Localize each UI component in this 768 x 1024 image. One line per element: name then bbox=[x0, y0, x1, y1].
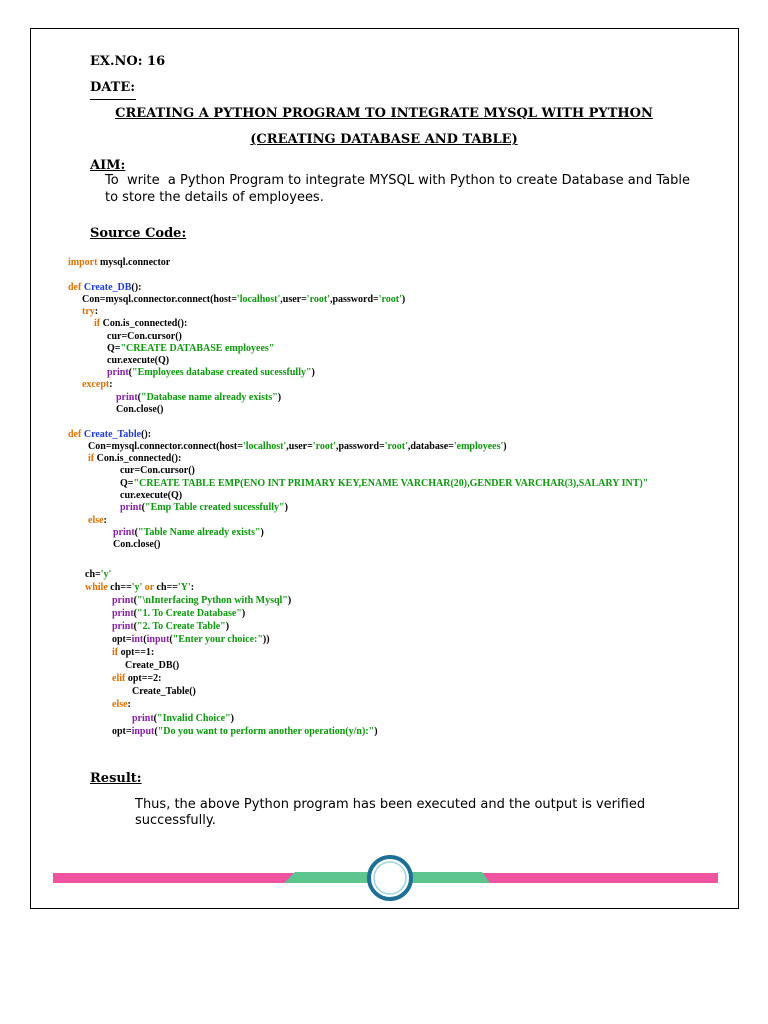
code-token: print bbox=[112, 621, 134, 632]
code-line bbox=[120, 502, 288, 514]
code-token: try bbox=[82, 306, 95, 317]
source-code-heading: Source Code: bbox=[90, 226, 187, 241]
code-token: 'root' bbox=[384, 441, 408, 452]
code-line bbox=[113, 539, 161, 551]
code-token: print bbox=[112, 595, 134, 606]
footer-pink-bar-right bbox=[482, 873, 718, 883]
code-token: Create_DB() bbox=[125, 660, 180, 671]
code-token: Create_Table bbox=[83, 429, 142, 440]
code-token: ,database= bbox=[407, 441, 454, 452]
code-line bbox=[112, 595, 291, 607]
code-token: "\nInterfacing Python with Mysql" bbox=[137, 595, 288, 606]
code-token: cur.execute(Q) bbox=[107, 355, 170, 366]
code-token: except bbox=[82, 379, 110, 390]
code-token: ) bbox=[260, 527, 264, 538]
code-token: )) bbox=[262, 634, 270, 645]
code-token: ( bbox=[141, 502, 146, 513]
code-line bbox=[112, 634, 270, 646]
code-token: ) bbox=[230, 713, 234, 724]
code-line bbox=[112, 647, 154, 659]
code-token: import bbox=[68, 257, 98, 268]
code-token: (): bbox=[131, 282, 142, 293]
code-line bbox=[68, 257, 170, 269]
code-line bbox=[112, 726, 378, 738]
code-token: "2. To Create Table" bbox=[137, 621, 226, 632]
code-token: "Emp Table created sucessfully" bbox=[145, 502, 285, 513]
code-token: ) bbox=[374, 726, 378, 737]
code-token: 'y' bbox=[131, 582, 143, 593]
code-token: "Enter your choice:" bbox=[172, 634, 263, 645]
code-token: "CREATE TABLE EMP(ENO INT PRIMARY KEY,ENAME VARCHAR(20),GENDER VARCHAR(3),SALARY INT)" bbox=[133, 478, 649, 489]
code-token: 'localhost' bbox=[236, 294, 281, 305]
code-token: ( bbox=[128, 367, 133, 378]
code-token: Create_Table() bbox=[132, 686, 196, 697]
code-token: 'Y' bbox=[177, 582, 191, 593]
code-token: else bbox=[112, 699, 128, 710]
code-token: ) bbox=[401, 294, 406, 305]
code-token: if bbox=[88, 453, 95, 464]
code-token: def bbox=[68, 429, 82, 440]
code-token: ( bbox=[133, 608, 138, 619]
code-token: Q= bbox=[107, 343, 121, 354]
code-token: opt= bbox=[112, 726, 132, 737]
code-token: 'employees' bbox=[453, 441, 504, 452]
code-line bbox=[68, 429, 151, 441]
code-token: 'localhost' bbox=[242, 441, 287, 452]
code-token: print bbox=[116, 392, 138, 403]
code-token: int bbox=[131, 634, 144, 645]
code-line bbox=[120, 465, 195, 477]
code-line bbox=[68, 282, 141, 294]
aim-text-line-1: To write a Python Program to integrate MYSQL with Python to create Database and Table bbox=[105, 173, 690, 188]
code-line bbox=[112, 673, 161, 685]
page-subtitle: (CREATING DATABASE AND TABLE) bbox=[250, 132, 518, 147]
code-token: ,password= bbox=[329, 294, 379, 305]
code-token: "Employees database created sucessfully" bbox=[132, 367, 312, 378]
code-line bbox=[107, 367, 315, 379]
date-label: DATE: bbox=[90, 80, 136, 95]
code-token: opt==2: bbox=[125, 673, 162, 684]
code-token: ( bbox=[137, 392, 142, 403]
code-token: elif bbox=[112, 673, 126, 684]
code-token: Con.is_connected(): bbox=[100, 318, 188, 329]
code-line bbox=[94, 318, 187, 330]
code-line bbox=[82, 294, 405, 306]
code-token: else bbox=[88, 515, 104, 526]
code-token: 'root' bbox=[306, 294, 330, 305]
code-line bbox=[107, 355, 169, 367]
code-token: ) bbox=[311, 367, 315, 378]
code-token: 'y' bbox=[100, 569, 112, 580]
code-token: ( bbox=[133, 621, 138, 632]
code-token: ,user= bbox=[286, 441, 313, 452]
code-line bbox=[88, 441, 507, 453]
code-token: ) bbox=[241, 608, 246, 619]
code-token: print bbox=[107, 367, 129, 378]
code-line bbox=[125, 660, 179, 672]
code-token: print bbox=[113, 527, 135, 538]
code-token: ( bbox=[154, 726, 158, 737]
code-token: 'root' bbox=[312, 441, 336, 452]
date-underline bbox=[90, 99, 136, 100]
code-token: ) bbox=[284, 502, 288, 513]
code-token: input bbox=[146, 634, 170, 645]
code-token: 'root' bbox=[378, 294, 402, 305]
code-line bbox=[85, 582, 194, 594]
code-token: "Do you want to perform another operation(y/n):" bbox=[157, 726, 375, 737]
code-line bbox=[82, 379, 113, 391]
code-line bbox=[88, 515, 107, 527]
result-heading: Result: bbox=[90, 771, 142, 786]
code-token: "1. To Create Database" bbox=[137, 608, 242, 619]
code-line bbox=[85, 569, 111, 581]
code-token: ) bbox=[287, 595, 292, 606]
code-token: ) bbox=[277, 392, 282, 403]
code-line bbox=[82, 306, 98, 318]
footer-pink-bar-left bbox=[53, 873, 295, 883]
code-token: if bbox=[112, 647, 119, 658]
code-token: print bbox=[132, 713, 154, 724]
code-token: print bbox=[120, 502, 142, 513]
code-line bbox=[112, 608, 245, 620]
code-token: Con.is_connected(): bbox=[94, 453, 182, 464]
exercise-number: EX.NO: 16 bbox=[90, 54, 166, 69]
code-token: ch= bbox=[85, 569, 101, 580]
aim-heading: AIM: bbox=[90, 158, 126, 173]
code-token: Con.close() bbox=[113, 539, 161, 550]
code-line bbox=[120, 478, 648, 490]
code-line bbox=[113, 527, 264, 539]
code-line bbox=[120, 490, 182, 502]
code-token: or bbox=[144, 582, 155, 593]
code-token: ( bbox=[143, 634, 147, 645]
result-text-line-1: Thus, the above Python program has been executed and the output is verified bbox=[135, 797, 646, 812]
code-line bbox=[116, 392, 281, 404]
code-line bbox=[107, 343, 274, 355]
code-token: ch== bbox=[107, 582, 132, 593]
code-token: cur=Con.cursor() bbox=[107, 331, 182, 342]
code-token: ch== bbox=[154, 582, 178, 593]
code-token: : bbox=[103, 515, 107, 526]
code-token: Q= bbox=[120, 478, 134, 489]
code-token: (): bbox=[141, 429, 152, 440]
code-line bbox=[107, 331, 182, 343]
code-token: def bbox=[68, 282, 82, 293]
code-token: : bbox=[109, 379, 113, 390]
code-token: Con=mysql.connector.connect(host= bbox=[88, 441, 243, 452]
code-token: while bbox=[85, 582, 108, 593]
code-line bbox=[88, 453, 181, 465]
code-token: opt= bbox=[112, 634, 132, 645]
code-token: : bbox=[94, 306, 99, 317]
code-token: opt==1: bbox=[118, 647, 155, 658]
aim-text-line-2: to store the details of employees. bbox=[105, 190, 324, 205]
code-token: ) bbox=[225, 621, 230, 632]
code-token: input bbox=[131, 726, 155, 737]
code-token: Create_DB bbox=[83, 282, 132, 293]
footer-circle-inner bbox=[374, 862, 406, 894]
code-token: : bbox=[190, 582, 195, 593]
result-text-line-2: successfully. bbox=[135, 813, 216, 828]
code-token: "Invalid Choice" bbox=[157, 713, 231, 724]
code-token: : bbox=[127, 699, 131, 710]
code-line bbox=[116, 404, 164, 416]
footer-decoration bbox=[0, 850, 768, 910]
code-line bbox=[112, 699, 131, 711]
code-token: ( bbox=[133, 595, 138, 606]
page-title: CREATING A PYTHON PROGRAM TO INTEGRATE MYSQL WITH PYTHON bbox=[115, 106, 653, 121]
code-token: print bbox=[112, 608, 134, 619]
code-line bbox=[132, 713, 234, 725]
code-line bbox=[112, 621, 229, 633]
code-token: ( bbox=[169, 634, 173, 645]
code-token: "CREATE DATABASE employees" bbox=[120, 343, 275, 354]
code-token: cur.execute(Q) bbox=[120, 490, 183, 501]
code-token: "Table Name already exists" bbox=[138, 527, 261, 538]
code-token: ,user= bbox=[280, 294, 307, 305]
code-line bbox=[132, 686, 196, 698]
code-token: if bbox=[94, 318, 101, 329]
code-token: Con=mysql.connector.connect(host= bbox=[82, 294, 237, 305]
code-token: cur=Con.cursor() bbox=[120, 465, 195, 476]
code-token: ( bbox=[134, 527, 139, 538]
code-token: Con.close() bbox=[116, 404, 164, 415]
code-token: ,password= bbox=[335, 441, 385, 452]
code-token: "Database name already exists" bbox=[141, 392, 278, 403]
code-token: ) bbox=[503, 441, 507, 452]
code-token: mysql.connector bbox=[97, 257, 171, 268]
code-token: ( bbox=[153, 713, 158, 724]
